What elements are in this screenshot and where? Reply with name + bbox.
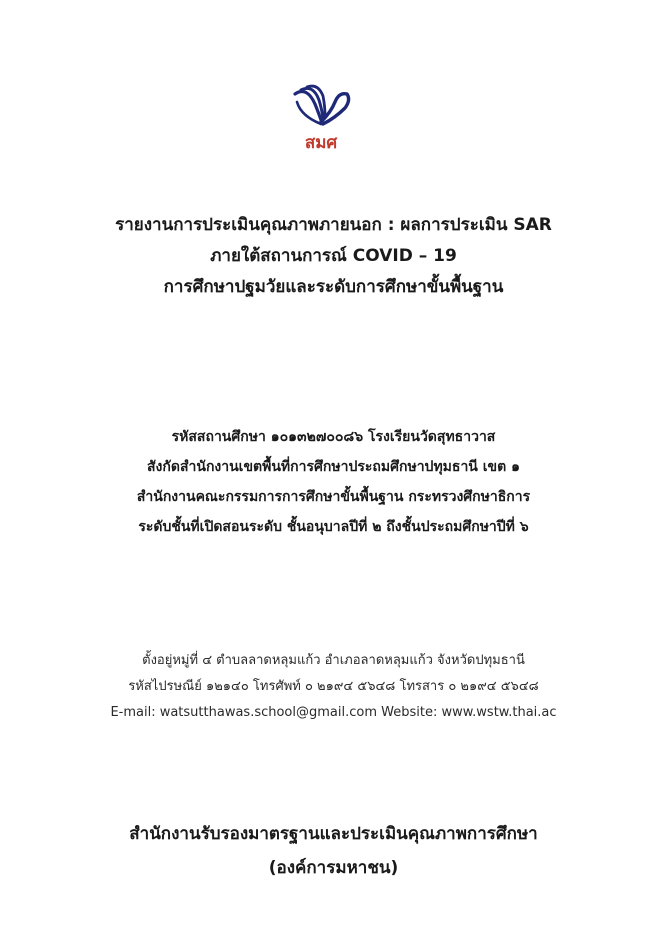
svg-text:สมศ: สมศ (304, 133, 338, 153)
school-affiliation-line: สังกัดสำนักงานเขตพื้นที่การศึกษาประถมศึกษาปทุมธานี เขต ๑ (147, 459, 520, 475)
report-title (20, 210, 647, 303)
school-levels-line: ระดับชั้นที่เปิดสอนระดับ ชั้นอนุบาลปีที่ ๒ ถึงชั้นประถมศึกษาปีที่ ๖ (138, 519, 529, 535)
postal-phone-line: รหัสไปรษณีย์ ๑๒๑๔๐ โทรศัพท์ ๐ ๒๑๙๔ ๕๖๔๘ โทรสาร ๐ ๒๑๙๔ ๕๖๔๘ (128, 679, 539, 694)
school-office-line: สำนักงานคณะกรรมการการศึกษาขั้นพื้นฐาน กระทรวงศึกษาธิการ (136, 489, 531, 505)
agency-line-1: สำนักงานรับรองมาตรฐานและประเมินคุณภาพการศึกษา (129, 824, 538, 844)
school-info (20, 422, 647, 542)
school-address (20, 648, 647, 726)
address-line: ตั้งอยู่หมู่ที่ ๔ ตำบลลาดหลุมแก้ว อำเภอลาดหลุมแก้ว จังหวัดปทุมธานี (142, 653, 525, 668)
agency-name (20, 817, 647, 885)
title-line-3: การศึกษาปฐมวัยและระดับการศึกษาขั้นพื้นฐาน (163, 277, 504, 297)
school-code-line: รหัสสถานศึกษา ๑๐๑๓๒๗๐๐๘๖ โรงเรียนวัดสุทธาวาส (171, 429, 496, 445)
onesqa-logo-icon (285, 82, 357, 154)
email-website-line: E-mail: watsutthawas.school@gmail.com Website: www.wstw.thai.ac (110, 705, 557, 720)
title-line-2: ภายใต้สถานการณ์ COVID – 19 (210, 246, 457, 266)
agency-line-2: (องค์การมหาชน) (268, 858, 399, 878)
title-line-1: รายงานการประเมินคุณภาพภายนอก : ผลการประเมิน SAR (115, 215, 552, 235)
